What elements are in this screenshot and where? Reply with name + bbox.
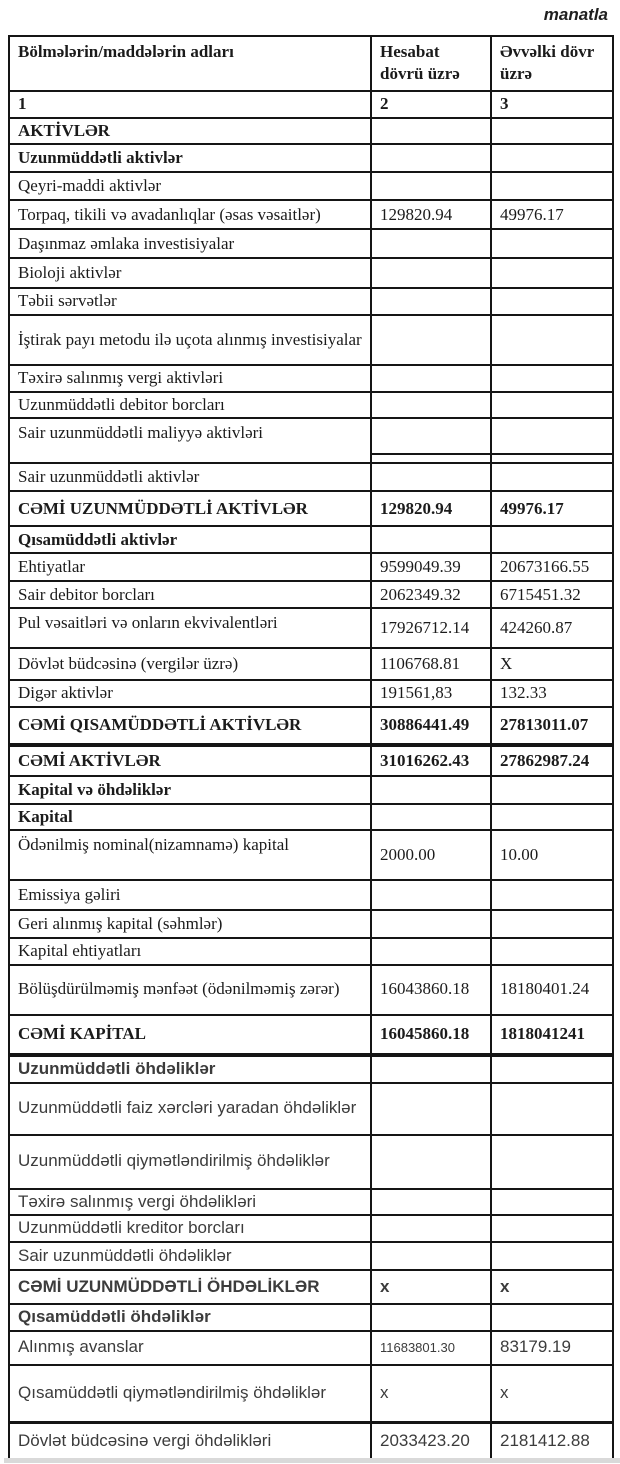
row-label-cell: Daşınmaz əmlaka investisiyalar [9, 229, 371, 258]
value-cell-current-period [371, 418, 491, 454]
table-row [9, 1189, 613, 1215]
table-row [9, 526, 613, 553]
value-cell-previous-period: 49976.17 [491, 491, 613, 526]
value-cell-current-period [371, 804, 491, 830]
table-row [9, 463, 613, 491]
value-cell-previous-period: 83179.19 [491, 1331, 613, 1365]
table-row [9, 418, 613, 454]
value-cell-previous-period: x [491, 1365, 613, 1423]
table-row [9, 392, 613, 418]
table-row [9, 1423, 613, 1460]
value-cell-previous-period [491, 229, 613, 258]
row-label-cell: Kapital və öhdəliklər [9, 776, 371, 804]
value-cell-current-period [371, 315, 491, 365]
value-cell-previous-period [491, 776, 613, 804]
table-row [9, 608, 613, 648]
value-cell-previous-period [491, 1055, 613, 1083]
value-cell-current-period [371, 288, 491, 314]
table-row [9, 745, 613, 776]
value-cell-current-period [371, 258, 491, 288]
value-cell-current-period: 30886441.49 [371, 707, 491, 745]
row-label-cell: Sair uzunmüddətli maliyyə aktivləri [9, 418, 371, 463]
header-cell-items: Bölmələrin/maddələrin adları [9, 36, 371, 91]
value-cell-current-period [371, 229, 491, 258]
row-label-cell: Təxirə salınmış vergi öhdəlikləri [9, 1189, 371, 1215]
value-cell-previous-period: 27862987.24 [491, 745, 613, 776]
page-bottom-divider [4, 1458, 620, 1463]
value-cell-previous-period [491, 1083, 613, 1135]
value-cell-previous-period: 18180401.24 [491, 965, 613, 1015]
table-row [9, 229, 613, 258]
value-cell-current-period [371, 392, 491, 418]
value-cell-previous-period: 6715451.32 [491, 581, 613, 608]
table-row [9, 553, 613, 581]
value-cell-current-period: 2033423.20 [371, 1423, 491, 1460]
table-row [9, 365, 613, 392]
row-label-cell: Uzunmüddətli debitor borcları [9, 392, 371, 418]
value-cell-current-period: 2000.00 [371, 830, 491, 880]
value-cell-current-period: 9599049.39 [371, 553, 491, 581]
value-cell-previous-period [491, 526, 613, 553]
row-label-cell: CƏMİ KAPİTAL [9, 1015, 371, 1055]
table-row [9, 776, 613, 804]
table-row [9, 1215, 613, 1242]
row-label-cell: Ehtiyatlar [9, 553, 371, 581]
value-cell-current-period [371, 910, 491, 938]
row-label-cell: CƏMİ QISAMÜDDƏTLİ AKTİVLƏR [9, 707, 371, 745]
row-label-cell: Alınmış avanslar [9, 1331, 371, 1365]
value-cell-previous-period [491, 1242, 613, 1270]
table-row [9, 938, 613, 964]
value-cell-previous-period [491, 315, 613, 365]
table-row [9, 1015, 613, 1055]
value-cell-previous-period [491, 463, 613, 491]
value-cell-previous-period [491, 1215, 613, 1242]
header-cell-current-period: Hesabat dövrü üzrə [371, 36, 491, 91]
value-cell-current-period: x [371, 1365, 491, 1423]
row-label-cell: Pul vəsaitləri və onların ekvivalentləri [9, 608, 371, 648]
table-row [9, 288, 613, 314]
table-row [9, 118, 613, 144]
row-label-cell: Digər aktivlər [9, 680, 371, 706]
value-cell-previous-period: 10.00 [491, 830, 613, 880]
table-row [9, 1365, 613, 1423]
table-row [9, 1055, 613, 1083]
value-cell-current-period [371, 118, 491, 144]
value-cell-previous-period: x [491, 1270, 613, 1304]
row-label-cell: Uzunmüddətli öhdəliklər [9, 1055, 371, 1083]
row-label-cell: Bioloji aktivlər [9, 258, 371, 288]
row-label-cell: Sair uzunmüddətli öhdəliklər [9, 1242, 371, 1270]
row-label-cell: Uzunmüddətli aktivlər [9, 144, 371, 172]
row-label-cell: Qısamüddətli qiymətləndirilmiş öhdəliklər [9, 1365, 371, 1423]
value-cell-current-period [371, 1055, 491, 1083]
value-cell-previous-period: 49976.17 [491, 200, 613, 229]
row-label-cell: Dövlət büdcəsinə vergi öhdəlikləri [9, 1423, 371, 1460]
row-label-cell: Geri alınmış kapital (səhmlər) [9, 910, 371, 938]
value-cell-current-period [371, 144, 491, 172]
table-row [9, 1242, 613, 1270]
value-cell-current-period [371, 938, 491, 964]
table-row [9, 172, 613, 200]
value-cell-previous-period [491, 804, 613, 830]
row-label-cell: Ödənilmiş nominal(nizamnamə) kapital [9, 830, 371, 880]
value-cell-previous-period: X [491, 648, 613, 680]
table-header-row [9, 36, 613, 91]
value-cell-previous-period [491, 172, 613, 200]
table-row [9, 804, 613, 830]
value-cell-previous-period [491, 144, 613, 172]
value-cell-previous-period: 1818041241 [491, 1015, 613, 1055]
index-cell-3: 3 [491, 91, 613, 118]
row-label-cell: CƏMİ UZUNMÜDDƏTLİ ÖHDƏLİKLƏR [9, 1270, 371, 1304]
value-cell-previous-period [491, 880, 613, 910]
value-cell-previous-period: 2181412.88 [491, 1423, 613, 1460]
value-cell-current-period [371, 1215, 491, 1242]
value-cell-previous-period [491, 1189, 613, 1215]
value-cell-current-period [371, 1304, 491, 1330]
table-row [9, 965, 613, 1015]
value-cell-current-period [371, 1083, 491, 1135]
table-row [9, 1331, 613, 1365]
value-cell-current-period [371, 526, 491, 553]
value-cell-previous-period [491, 288, 613, 314]
value-cell-previous-period: 27813011.07 [491, 707, 613, 745]
table-row [9, 258, 613, 288]
table-row [9, 680, 613, 706]
table-row [9, 910, 613, 938]
table-row [9, 707, 613, 745]
value-cell-current-period: 31016262.43 [371, 745, 491, 776]
table-row [9, 200, 613, 229]
row-label-cell: Emissiya gəliri [9, 880, 371, 910]
value-cell-previous-period [491, 365, 613, 392]
row-label-cell: Qeyri-maddi aktivlər [9, 172, 371, 200]
row-label-cell: Qısamüddətli öhdəliklər [9, 1304, 371, 1330]
table-row [9, 1083, 613, 1135]
value-cell-previous-period [491, 118, 613, 144]
value-cell-current-period: 11683801.30 [371, 1331, 491, 1365]
value-cell-current-period [371, 776, 491, 804]
row-label-cell: Kapital [9, 804, 371, 830]
table-row [9, 1135, 613, 1189]
row-label-cell: Uzunmüddətli faiz xərcləri yaradan öhdəliklər [9, 1083, 371, 1135]
value-cell-current-period: 16043860.18 [371, 965, 491, 1015]
table-row [9, 1304, 613, 1330]
balance-sheet-table [8, 35, 614, 1461]
row-label-cell: AKTİVLƏR [9, 118, 371, 144]
row-label-cell: Təbii sərvətlər [9, 288, 371, 314]
value-cell-current-period: 191561,83 [371, 680, 491, 706]
value-cell-current-period [371, 1135, 491, 1189]
value-cell-current-period [371, 1242, 491, 1270]
unit-label: manatla [543, 5, 608, 24]
value-cell-current-period: 1106768.81 [371, 648, 491, 680]
value-cell-current-period [371, 454, 491, 463]
value-cell-previous-period [491, 418, 613, 454]
table-row [9, 648, 613, 680]
row-label-cell: İştirak payı metodu ilə uçota alınmış investisiyalar [9, 315, 371, 365]
value-cell-previous-period [491, 938, 613, 964]
row-label-cell: Təxirə salınmış vergi aktivləri [9, 365, 371, 392]
value-cell-previous-period: 20673166.55 [491, 553, 613, 581]
value-cell-current-period [371, 880, 491, 910]
value-cell-previous-period [491, 1135, 613, 1189]
value-cell-previous-period [491, 392, 613, 418]
table-body [9, 118, 613, 1460]
table-row [9, 315, 613, 365]
row-label-cell: CƏMİ UZUNMÜDDƏTLİ AKTİVLƏR [9, 491, 371, 526]
value-cell-previous-period [491, 910, 613, 938]
row-label-cell: Uzunmüddətli qiymətləndirilmiş öhdəliklər [9, 1135, 371, 1189]
table-row [9, 880, 613, 910]
value-cell-current-period [371, 172, 491, 200]
row-label-cell: Bölüşdürülməmiş mənfəət (ödənilməmiş zərər) [9, 965, 371, 1015]
header-cell-previous-period: Əvvəlki dövr üzrə [491, 36, 613, 91]
index-row [9, 91, 613, 118]
table-row [9, 144, 613, 172]
value-cell-current-period [371, 1189, 491, 1215]
row-label-cell: Kapital ehtiyatları [9, 938, 371, 964]
row-label-cell: CƏMİ AKTİVLƏR [9, 745, 371, 776]
index-cell-1: 1 [9, 91, 371, 118]
value-cell-current-period: x [371, 1270, 491, 1304]
table-row [9, 491, 613, 526]
table-row [9, 1270, 613, 1304]
table-row [9, 830, 613, 880]
value-cell-current-period [371, 365, 491, 392]
index-cell-2: 2 [371, 91, 491, 118]
row-label-cell: Sair debitor borcları [9, 581, 371, 608]
value-cell-previous-period [491, 454, 613, 463]
row-label-cell: Qısamüddətli aktivlər [9, 526, 371, 553]
value-cell-current-period: 129820.94 [371, 491, 491, 526]
value-cell-current-period: 16045860.18 [371, 1015, 491, 1055]
value-cell-previous-period [491, 258, 613, 288]
value-cell-previous-period: 132.33 [491, 680, 613, 706]
value-cell-current-period: 17926712.14 [371, 608, 491, 648]
value-cell-previous-period [491, 1304, 613, 1330]
table-row [9, 581, 613, 608]
row-label-cell: Sair uzunmüddətli aktivlər [9, 463, 371, 491]
value-cell-current-period: 129820.94 [371, 200, 491, 229]
value-cell-current-period [371, 463, 491, 491]
row-label-cell: Torpaq, tikili və avadanlıqlar (əsas vəsaitlər) [9, 200, 371, 229]
row-label-cell: Dövlət büdcəsinə (vergilər üzrə) [9, 648, 371, 680]
row-label-cell: Uzunmüddətli kreditor borcları [9, 1215, 371, 1242]
value-cell-previous-period: 424260.87 [491, 608, 613, 648]
value-cell-current-period: 2062349.32 [371, 581, 491, 608]
